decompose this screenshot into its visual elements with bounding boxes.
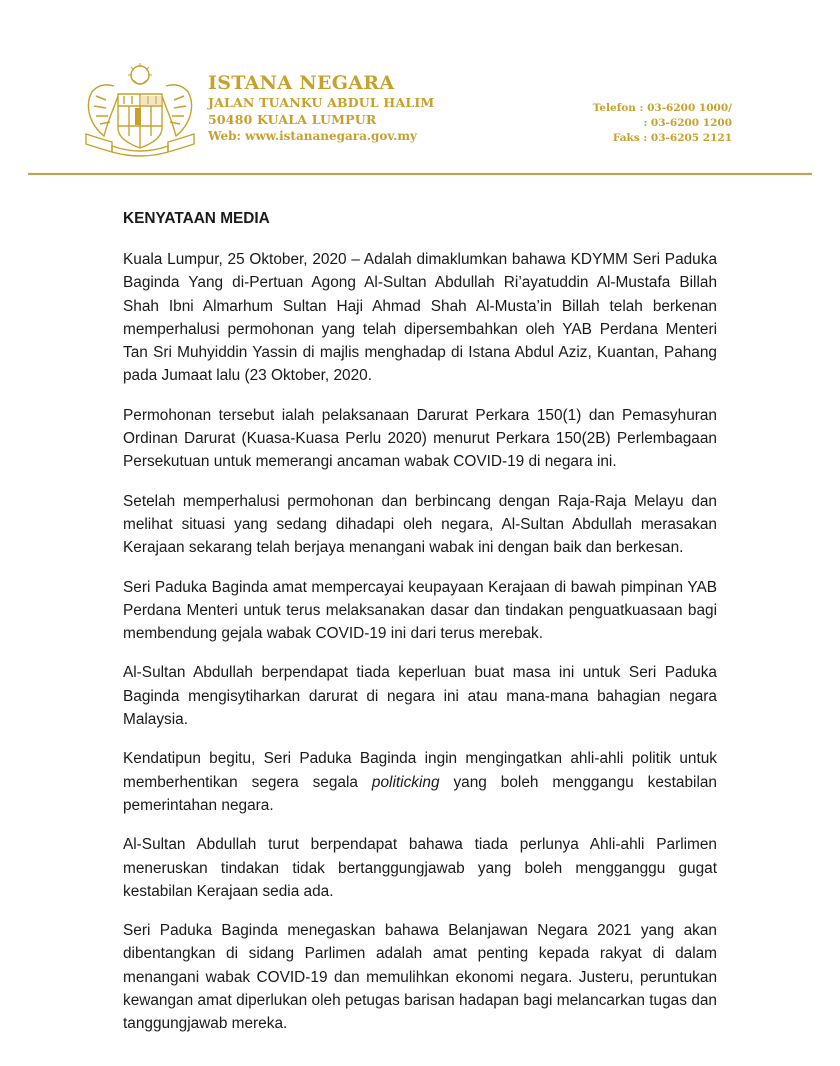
- paragraph-6-text-before: Kendatipun begitu, Seri Paduka Baginda ingin mengingatkan ahli-ahli politik untuk memberhentikan segera segala: [123, 750, 717, 791]
- contact-block: [593, 101, 732, 146]
- website-link[interactable]: Web: www.istananegara.gov.my: [208, 129, 418, 143]
- paragraph-1: Kuala Lumpur, 25 Oktober, 2020 – Adalah dimaklumkan bahawa KDYMM Seri Paduka Baginda Yang di-Pertuan Agong Al-Sultan Abdullah Ri’ayatuddin Al-Mustafa Billah Shah Ibni Almarhum Sultan Haji Ahmad Shah Al-Musta’in Billah telah berkenan memperhalusi permohonan yang telah dipersembahkan oleh YAB Perdana Menteri Tan Sri Muhyiddin Yassin di majlis menghadap di Istana Abdul Aziz, Kuantan, Pahang pada Jumaat lalu (23 Oktober, 2020.: [123, 251, 717, 385]
- paragraph-3: Setelah memperhalusi permohonan dan berbincang dengan Raja-Raja Melayu dan melihat situasi yang sedang dihadapi oleh negara, Al-Sultan Abdullah merasakan Kerajaan sekarang telah berjaya menangani wabak ini dengan baik dan berkesan.: [123, 492, 717, 557]
- header-divider: [28, 173, 812, 175]
- paragraph-8: Seri Paduka Baginda menegaskan bahawa Belanjawan Negara 2021 yang akan dibentangkan di sidang Parlimen adalah amat penting kepada rakyat di dalam menangani wabak COVID-19 dan memulihkan ekonomi negara. Justeru, peruntukan kewangan amat diperlukan oleh petugas barisan hadapan bagi melancarkan tugas dan tanggungjawab mereka.: [123, 922, 717, 1033]
- telefon-number-2: : 03-6200 1200: [643, 117, 732, 129]
- organization-block: [208, 72, 434, 145]
- faks-row: [593, 131, 732, 146]
- malaysia-coat-of-arms-icon: [78, 62, 202, 158]
- telefon-row-2: [593, 116, 732, 131]
- letterhead: [0, 0, 840, 180]
- paragraph-6: [123, 747, 717, 817]
- address-line-1: JALAN TUANKU ABDUL HALIM: [208, 95, 435, 110]
- telefon-row-1: [593, 101, 732, 116]
- paragraph-6-text-after: yang boleh menggangu kestabilan pemerintahan negara.: [123, 773, 717, 814]
- faks-number: : 03-6205 2121: [643, 132, 732, 144]
- document-body: [123, 209, 717, 1052]
- address-line-2: 50480 KUALA LUMPUR: [208, 112, 377, 127]
- telefon-label: Telefon: [592, 102, 636, 114]
- document-heading: KENYATAAN MEDIA: [123, 210, 270, 227]
- faks-label: Faks: [612, 132, 640, 144]
- paragraph-5: Al-Sultan Abdullah berpendapat tiada keperluan buat masa ini untuk Seri Paduka Baginda mengisytiharkan darurat di negara ini atau mana-mana bahagian negara Malaysia.: [123, 664, 717, 729]
- organization-name: ISTANA NEGARA: [208, 72, 395, 94]
- paragraph-7: Al-Sultan Abdullah turut berpendapat bahawa tiada perlunya Ahli-ahli Parlimen meneruskan tindakan tidak bertanggungjawab yang boleh mengganggu gugat kestabilan Kerajaan sedia ada.: [123, 836, 717, 900]
- paragraph-2: Permohonan tersebut ialah pelaksanaan Darurat Perkara 150(1) dan Pemasyhuran Ordinan Darurat (Kuasa-Kuasa Perlu 2020) menurut Perkara 150(2B) Perlembagaan Persekutuan untuk memerangi ancaman wabak COVID-19 di negara ini.: [123, 406, 717, 471]
- paragraph-4: Seri Paduka Baginda amat mempercayai keupayaan Kerajaan di bawah pimpinan YAB Perdana Menteri untuk terus melaksanakan dasar dan tindakan penguatkuasaan bagi membendung gejala wabak COVID-19 ini dari terus merebak.: [123, 578, 717, 643]
- telefon-number-1: : 03-6200 1000/: [639, 102, 732, 114]
- paragraph-6-italic-term: politicking: [371, 773, 440, 791]
